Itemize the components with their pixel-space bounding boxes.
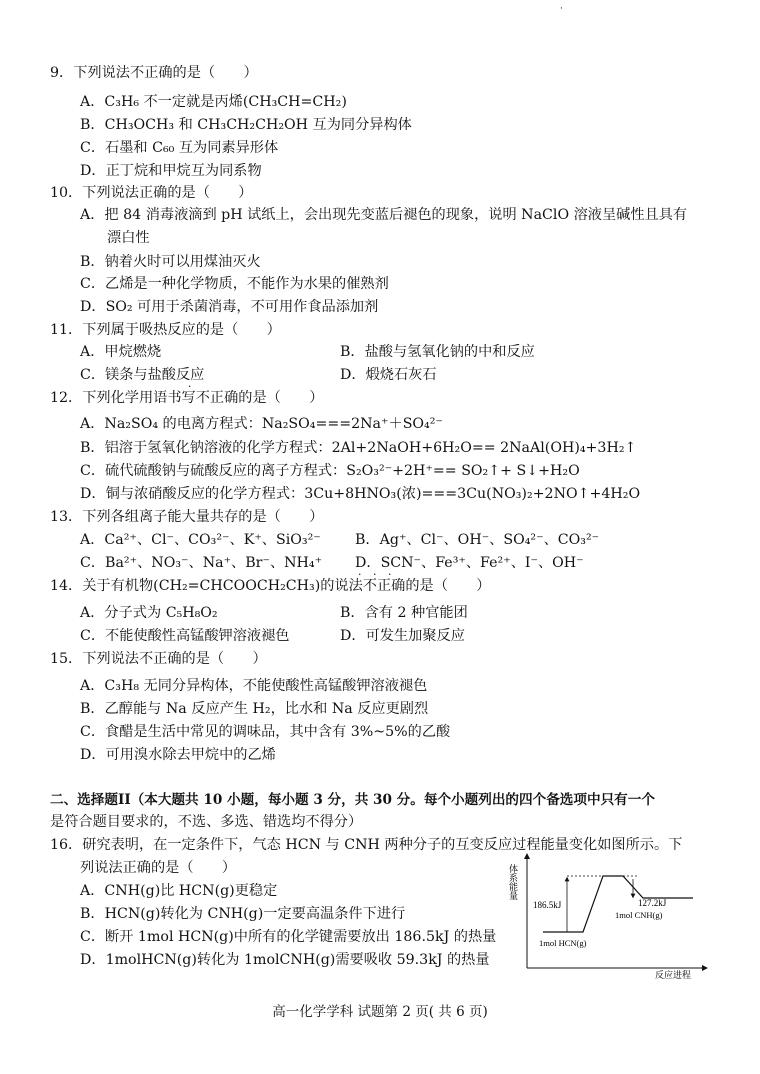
q12-option-d: D．铜与浓硝酸反应的化学方程式：3Cu+8HNO₃(浓)===3Cu(NO₃)₂+2NO↑+4H₂O bbox=[80, 486, 641, 502]
q11-stem: 11．下列属于吸热反应的是（ ） bbox=[50, 322, 281, 338]
q13-stem: 13．下列各组离子能大量共存的是（ ） bbox=[50, 509, 324, 525]
emphasis-dot: · bbox=[373, 568, 377, 581]
q11-option-c: C．镁条与盐酸反应 bbox=[80, 367, 205, 383]
emphasis-dot: · bbox=[188, 380, 192, 393]
q10-option-a-cont: 漂白性 bbox=[107, 230, 150, 246]
q9-option-c: C．石墨和 C₆₀ 互为同素异形体 bbox=[80, 140, 279, 156]
page-footer: 高一化学学科 试题第 2 页( 共 6 页) bbox=[272, 1004, 488, 1020]
q11-option-b: B．盐酸与氢氧化钠的中和反应 bbox=[340, 344, 535, 360]
q10-stem: 10．下列说法正确的是（ ） bbox=[50, 185, 253, 201]
q9-option-d: D．正丁烷和甲烷互为同系物 bbox=[80, 163, 262, 179]
right-value-label: 127.2kJ bbox=[638, 898, 667, 908]
q16-stem: 16．研究表明，在一定条件下，气态 HCN 与 CNH 两种分子的互变反应过程能量变化如图所示。下 bbox=[50, 837, 683, 853]
q14-stem-text: 14．关于有机物(CH₂=CHCOOCH₂CH₃)的说法不正确的是（ ） bbox=[50, 578, 491, 594]
section-2-heading: 二、选择题II（本大题共 10 小题，每小题 3 分，共 30 分。每个小题列出的四个备选项中只有一个 bbox=[50, 792, 655, 808]
q10-option-a: A．把 84 消毒液滴到 pH 试纸上，会出现先变蓝后褪色的现象，说明 NaClO 溶液呈碱性且具有 bbox=[80, 207, 688, 223]
q10-option-b: B．钠着火时可以用煤油灭火 bbox=[80, 254, 261, 270]
q9-option-a: A．C₃H₆ 不一定就是丙烯(CH₃CH=CH₂) bbox=[80, 94, 347, 110]
energy-curve bbox=[543, 876, 693, 932]
q15-option-b: B．乙醇能与 Na 反应产生 H₂，比水和 Na 反应更剧烈 bbox=[80, 701, 429, 717]
q10-option-c: C．乙烯是一种化学物质，不能作为水果的催熟剂 bbox=[80, 276, 389, 292]
q12-option-c: C．硫代硫酸钠与硫酸反应的离子方程式：S₂O₃²⁻+2H⁺== SO₂↑+ S↓+H₂O bbox=[80, 463, 580, 479]
left-species-label: 1mol HCN(g) bbox=[539, 938, 587, 948]
y-axis-label: 体系能量 bbox=[508, 864, 518, 900]
q16-option-b: B．HCN(g)转化为 CNH(g)一定要高温条件下进行 bbox=[80, 906, 406, 922]
q12-option-a: A．Na₂SO₄ 的电离方程式：Na₂SO₄===2Na⁺＋SO₄²⁻ bbox=[80, 416, 443, 432]
q10-option-d: D．SO₂ 可用于杀菌消毒，不可用作食品添加剂 bbox=[80, 299, 379, 315]
emphasis-dot: · bbox=[388, 568, 392, 581]
q15-stem: 15．下列说法不正确的是（ ） bbox=[50, 651, 267, 667]
q9-stem: 9．下列说法不正确的是（ ） bbox=[50, 65, 258, 81]
q14-option-a: A．分子式为 C₅H₈O₂ bbox=[80, 605, 218, 621]
q16-option-a: A．CNH(g)比 HCN(g)更稳定 bbox=[80, 883, 278, 899]
q9-option-b: B．CH₃OCH₃ 和 CH₃CH₂CH₂OH 互为同分异构体 bbox=[80, 117, 412, 133]
q15-option-a: A．C₃H₈ 无同分异构体，不能使酸性高锰酸钾溶液褪色 bbox=[80, 678, 428, 694]
q11-option-a: A．甲烷燃烧 bbox=[80, 344, 162, 360]
q14-option-b: B．含有 2 种官能团 bbox=[340, 605, 468, 621]
q12-stem bbox=[50, 380, 324, 408]
q16-option-c: C．断开 1mol HCN(g)中所有的化学键需要放出 186.5kJ 的热量 bbox=[80, 929, 497, 945]
energy-diagram bbox=[505, 850, 715, 980]
q16-stem-cont: 列说法正确的是（ ） bbox=[80, 860, 237, 876]
top-mark: · bbox=[560, 4, 563, 14]
q13-option-b: B．Ag⁺、Cl⁻、OH⁻、SO₄²⁻、CO₃²⁻ bbox=[355, 532, 600, 548]
q15-option-d: D．可用溴水除去甲烷中的乙烯 bbox=[80, 747, 276, 763]
q12-option-b: B．铝溶于氢氧化钠溶液的化学方程式：2Al+2NaOH+6H₂O== 2NaAl(OH)₄+3H₂↑ bbox=[80, 440, 637, 456]
q14-option-d: D．可发生加聚反应 bbox=[340, 628, 465, 644]
q11-option-d: D．煅烧石灰石 bbox=[340, 367, 437, 383]
q13-option-c: C．Ba²⁺、NO₃⁻、Na⁺、Br⁻、NH₄⁺ bbox=[80, 555, 323, 571]
q13-option-a: A．Ca²⁺、Cl⁻、CO₃²⁻、K⁺、SiO₃²⁻ bbox=[80, 532, 321, 548]
q14-option-c: C．不能使酸性高锰酸钾溶液褪色 bbox=[80, 628, 290, 644]
right-species-label: 1mol CNH(g) bbox=[615, 910, 663, 920]
q14-stem bbox=[50, 568, 491, 596]
section-2-heading-cont: 是符合题目要求的，不选、多选、错选均不得分） bbox=[50, 814, 363, 830]
q15-option-c: C．食醋是生活中常见的调味品，其中含有 3%~5%的乙酸 bbox=[80, 724, 451, 740]
q13-option-d: D．SCN⁻、Fe³⁺、Fe²⁺、I⁻、OH⁻ bbox=[355, 555, 584, 571]
left-value-label: 186.5kJ bbox=[533, 900, 562, 910]
q12-stem-text: 12．下列化学用语书写不正确的是（ ） bbox=[50, 390, 324, 406]
q16-option-d: D．1molHCN(g)转化为 1molCNH(g)需要吸收 59.3kJ 的热量 bbox=[80, 952, 490, 968]
emphasis-dot: · bbox=[358, 568, 362, 581]
x-axis-label: 反应进程 bbox=[655, 970, 692, 980]
